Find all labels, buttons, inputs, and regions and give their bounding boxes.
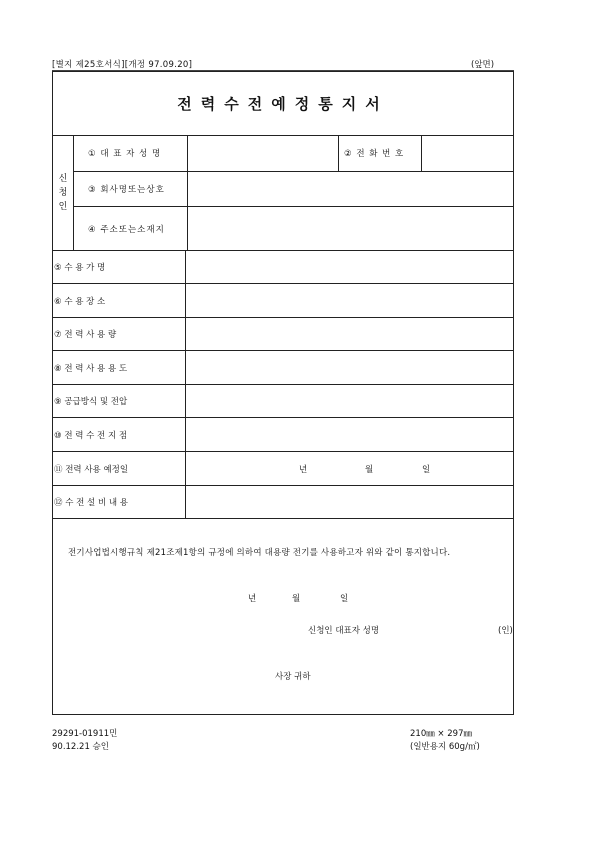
equipment-field[interactable] [186, 486, 513, 518]
sign-month: 월 [292, 594, 301, 604]
customer-name-label: ⑤ 수 용 가 명 [53, 250, 186, 283]
sign-year: 년 [248, 594, 257, 604]
supply-method-field[interactable] [186, 385, 513, 417]
receiving-point-field[interactable] [186, 418, 513, 451]
paper-size: 210㎜ × 297㎜ [410, 729, 472, 739]
applicant-signature-label: 신청인 대표자 성명 [308, 626, 380, 636]
customer-name-field[interactable] [186, 250, 513, 283]
approval-date: 90.12.21 승인 [52, 742, 109, 752]
scheduled-month: 월 [365, 464, 374, 475]
applicant-label-text: 신청인 [58, 173, 68, 212]
purpose-field[interactable] [186, 351, 513, 384]
row-scheduled-date [53, 452, 513, 486]
scheduled-year: 년 [299, 464, 308, 475]
seal-mark: (인) [498, 626, 513, 636]
phone-label: ② 전 화 번 호 [338, 135, 422, 171]
scheduled-day: 일 [422, 464, 431, 475]
purpose-label: ⑧ 전 력 사 용 용 도 [53, 351, 186, 384]
applicant-row-name [74, 135, 513, 172]
page-side-label: (앞면) [471, 60, 495, 70]
scheduled-date-field[interactable] [186, 452, 513, 485]
declaration-text: 전기사업법시행규칙 제21조제1항의 규정에 의하여 대용량 전기를 사용하고자 위와 같이 통지합니다. [68, 548, 451, 558]
form-frame [52, 71, 514, 715]
receiving-point-label: ⑩ 전 력 수 전 지 점 [53, 418, 186, 451]
form-reference: [별지 제25호서식][개정 97.09.20] [52, 60, 193, 70]
row-purpose [53, 351, 513, 385]
scheduled-date-label: ⑪ 전력 사용 예정일 [53, 452, 186, 485]
rep-name-label: ① 대 표 자 성 명 [74, 135, 188, 171]
row-supply-method [53, 385, 513, 418]
address-label: ④ 주소또는소재지 [74, 207, 188, 250]
recipient-line: 사장 귀하 [275, 672, 311, 682]
usage-amount-field[interactable] [186, 318, 513, 350]
form-code: 29291-01911민 [52, 729, 118, 739]
applicant-section [53, 135, 513, 251]
usage-amount-label: ⑦ 전 력 사 용 량 [53, 318, 186, 350]
applicant-row-address [74, 207, 513, 250]
location-label: ⑥ 수 용 장 소 [53, 284, 186, 317]
location-field[interactable] [186, 284, 513, 317]
row-customer-name [53, 250, 513, 284]
supply-method-label: ⑨ 공급방식 및 전압 [53, 385, 186, 417]
sign-day: 일 [340, 594, 349, 604]
applicant-side-label [53, 135, 74, 250]
form-title: 전력수전예정통지서 [53, 72, 513, 136]
row-location [53, 284, 513, 318]
row-equipment [53, 486, 513, 519]
row-receiving-point [53, 418, 513, 452]
company-label: ③ 회사명또는상호 [74, 172, 188, 206]
equipment-label: ⑫ 수 전 설 비 내 용 [53, 486, 186, 518]
paper-type: (일반용지 60g/㎡) [410, 742, 480, 752]
applicant-row-company [74, 172, 513, 207]
row-usage-amount [53, 318, 513, 351]
